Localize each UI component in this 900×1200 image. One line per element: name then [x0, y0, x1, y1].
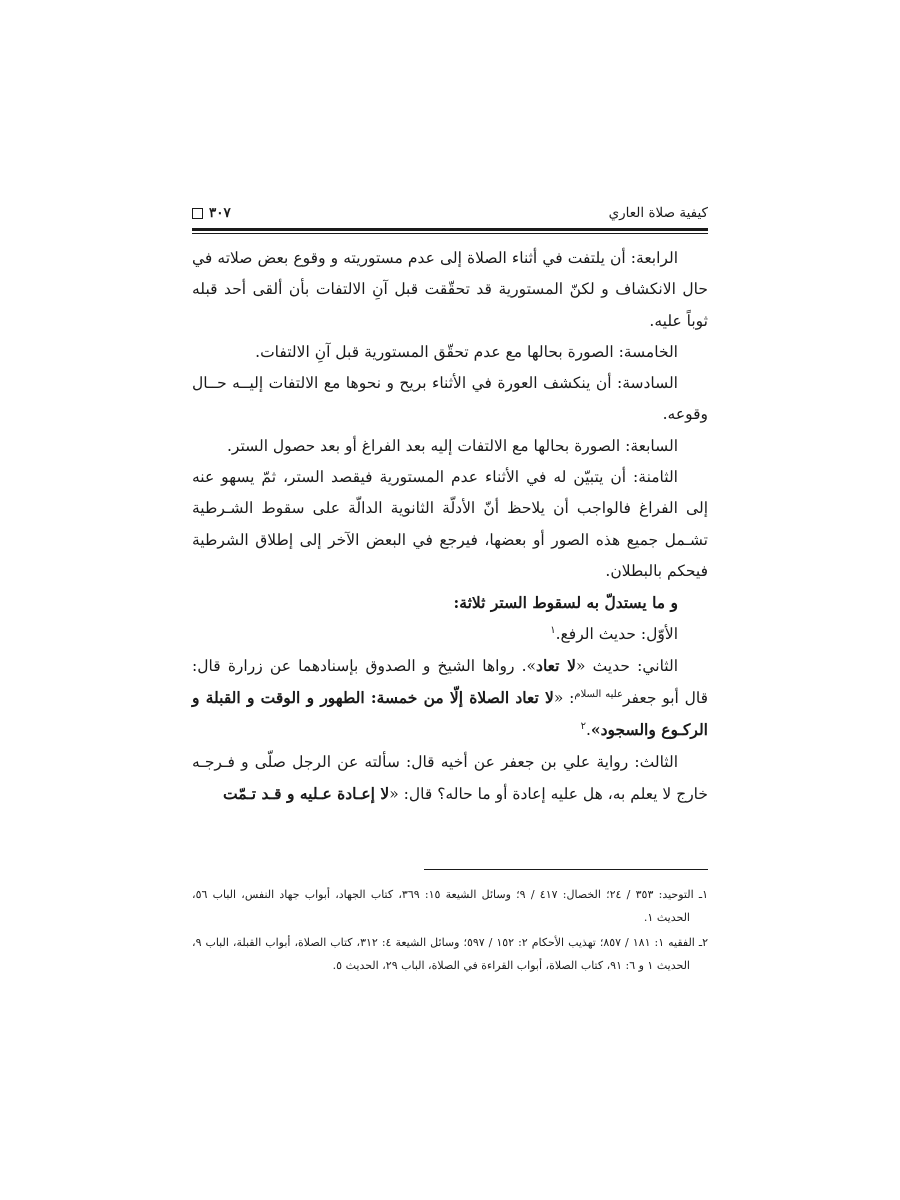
page-number-value: ٣٠٧: [209, 205, 231, 221]
section-heading: و ما يستدلّ به لسقوط الستر ثلاثة:: [453, 593, 678, 613]
second-evidence-text-a: الثاني: حديث «: [575, 656, 678, 675]
honorific-glyph: عليه السلام: [574, 689, 623, 700]
square-ornament-icon: [192, 208, 203, 219]
footnote-marker-1: ١: [550, 624, 556, 636]
footnote-2: ٢ـ الفقيه ١: ١٨١ / ٨٥٧؛ تهذيب الأحكام ٢: ١٥٢ / ٥٩٧؛ وسائل الشيعة ٤: ٣١٢، كتاب الصلاة، أبواب القبلة، الباب ٩، الحديث ١ و ٦: ٩١، كتاب الصلاة، أبواب القراءة في الصلاة، الباب ٢٩، الحديث ٥.: [192, 936, 708, 972]
footnotes: [192, 883, 708, 979]
main-text: [192, 243, 708, 810]
paragraph-sixth-case: السادسة: أن ينكشف العورة في الأثناء بريح و نحوها مع الالتفات إليــه حــال وقوعه.: [192, 374, 708, 424]
first-evidence-text: الأوّل: حديث الرفع.: [555, 624, 678, 643]
second-evidence-text-d: .: [585, 721, 591, 740]
hadith-quote: لا تعاد الصلاة إلّا من خمسة: الطهور و الوقت و القبلة و الركـوع والسجود»: [192, 688, 708, 740]
footnote-1: ١ـ التوحيد: ٣٥٣ / ٢٤؛ الخصال: ٤١٧ / ٩؛ وسائل الشيعة ١٥: ٣٦٩، كتاب الجهاد، أبواب جهاد النفس، الباب ٥٦، الحديث ١.: [192, 888, 709, 924]
third-evidence-quote: لا إعـادة عـليه و قـد تـمّت: [223, 784, 390, 804]
header-rule-thin: [192, 233, 708, 234]
header-rule-thick: [192, 228, 708, 231]
paragraph-first-evidence: [192, 619, 708, 650]
footnote-marker-2: ٢: [580, 721, 586, 733]
page-number: [192, 200, 231, 226]
running-title: كيفية صلاة العاري: [608, 205, 708, 221]
third-evidence-text: الثالث: رواية علي بن جعفر عن أخيه قال: سألته عن الرجل صلّى و فـرجـه خارج لا يعلم به، هل عليه إعادة أو ما حاله؟ قال: «: [192, 752, 708, 804]
paragraph-third-evidence: [192, 747, 708, 811]
paragraph-second-evidence: [192, 650, 708, 747]
footnote-separator: [424, 869, 708, 870]
second-evidence-text-c: : «: [553, 689, 575, 708]
page-header: [192, 200, 708, 226]
paragraph-eighth-case: الثامنة: أن يتبيّن له في الأثناء عدم المستورية فيقصد الستر، ثمّ يسهو عنه إلى الفراغ فالواجب أن يلاحظ أنّ الأدلّة الثانوية الدالّة على سقوط الشـرطية تشـمل جميع هذه الصور أو بعضها، فيرجع في البعض الآخر إلى إطلاق الشرطية فيحكم بالبطلان.: [192, 468, 708, 580]
paragraph-seventh-case: السابعة: الصورة بحالها مع الالتفات إليه بعد الفراغ أو بعد حصول الستر.: [226, 436, 678, 455]
paragraph-fourth-case: الرابعة: أن يلتفت في أثناء الصلاة إلى عدم مستوريته و وقوع بعض صلاته في حال الانكشاف و لكنّ المستورية قد تحقّقت قبل آنِ الالتفات بأن ألقى أحد قبله ثوباً عليه.: [192, 249, 708, 330]
paragraph-fifth-case: الخامسة: الصورة بحالها مع عدم تحقّق المستورية قبل آنِ الالتفات.: [255, 342, 678, 361]
la-tuad-term: لا تعاد: [536, 655, 576, 675]
second-evidence-text-b: ». رواها الشيخ و الصدوق بإسنادهما عن زرارة قال: قال أبو جعفر: [192, 656, 708, 708]
